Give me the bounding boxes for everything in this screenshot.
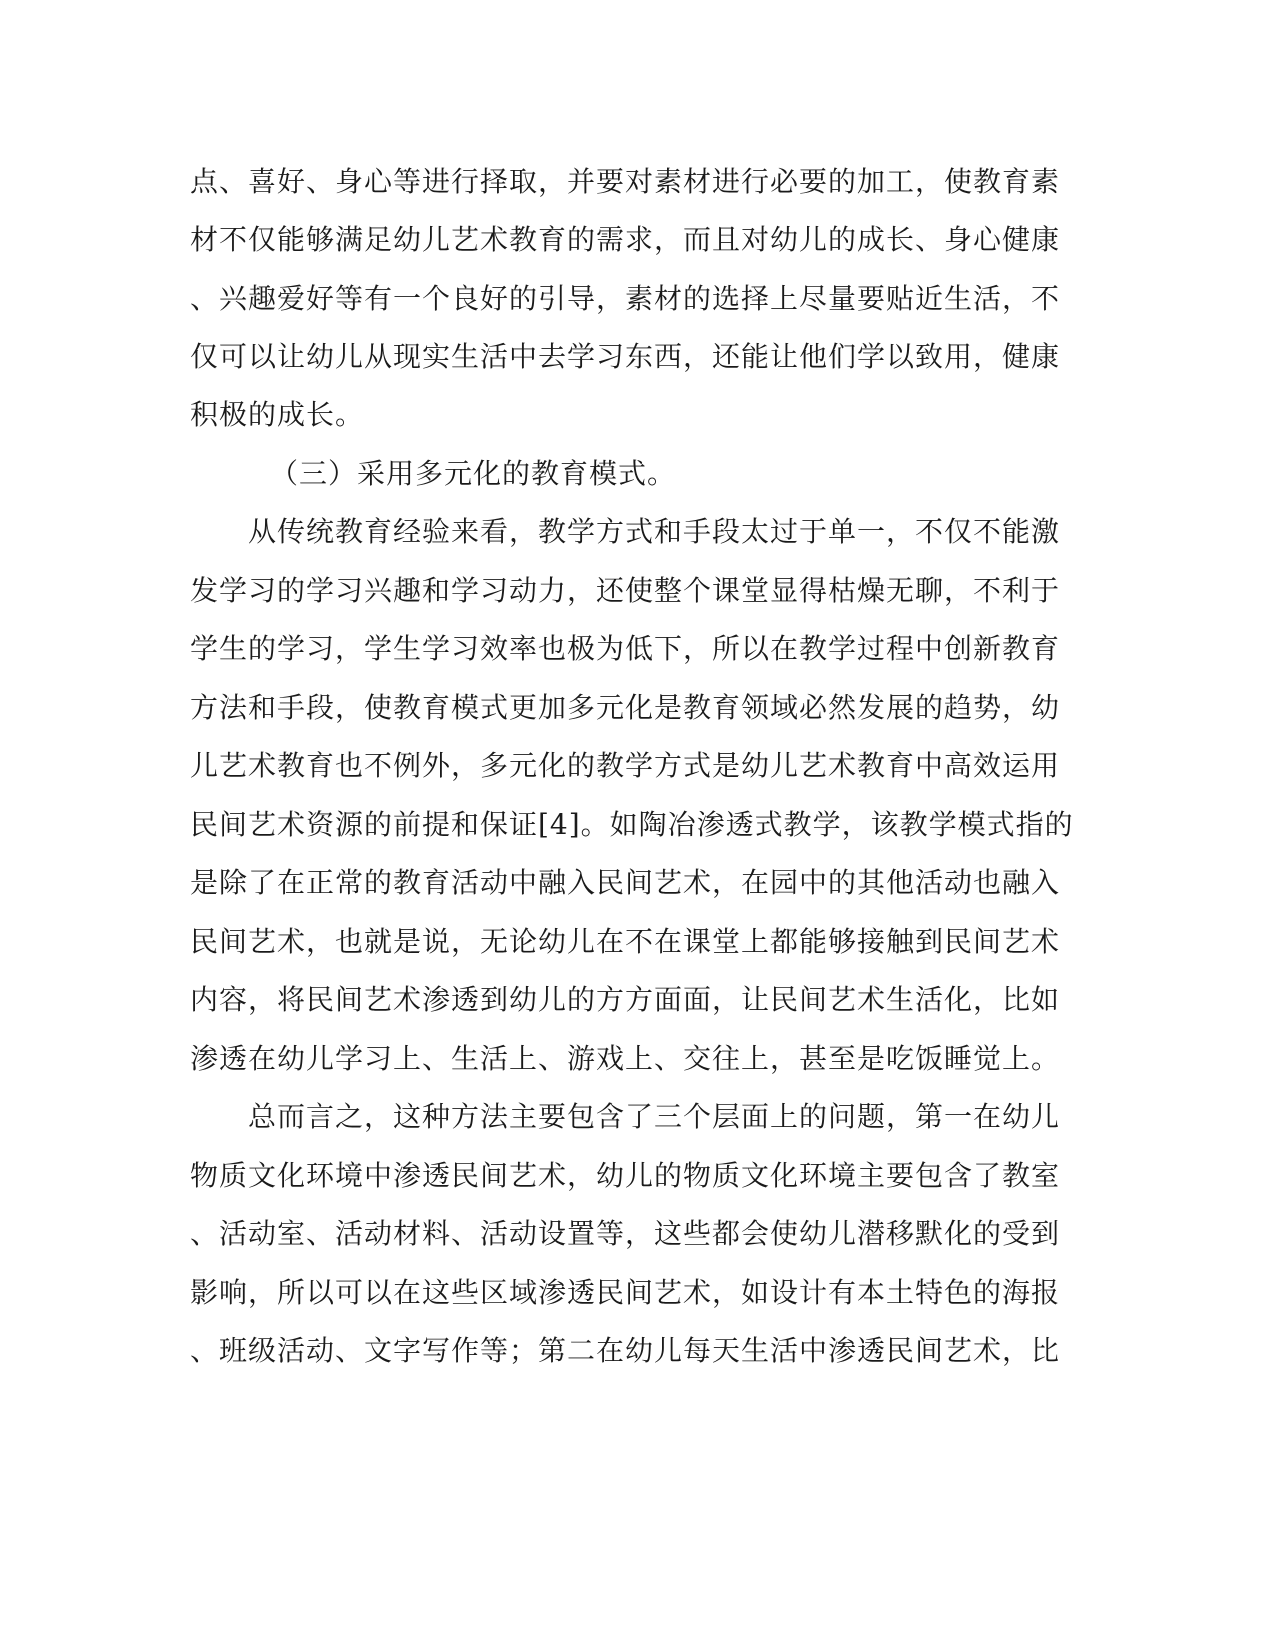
paragraph-line: 方法和手段，使教育模式更加多元化是教育领域必然发展的趋势，幼 xyxy=(190,691,1061,724)
paragraph-line: 儿艺术教育也不例外，多元化的教学方式是幼儿艺术教育中高效运用 xyxy=(190,749,1061,782)
paragraph-line: 点、喜好、身心等进行择取，并要对素材进行必要的加工，使教育素 xyxy=(190,165,1061,198)
section-heading: （三）采用多元化的教育模式。 xyxy=(270,457,677,490)
paragraph-line: 影响，所以可以在这些区域渗透民间艺术，如设计有本土特色的海报 xyxy=(190,1276,1061,1309)
paragraph-line: 民间艺术，也就是说，无论幼儿在不在课堂上都能够接触到民间艺术 xyxy=(190,925,1061,958)
paragraph-line: 从传统教育经验来看，教学方式和手段太过于单一，不仅不能激 xyxy=(190,515,1061,548)
paragraph-line: 仅可以让幼儿从现实生活中去学习东西，还能让他们学以致用，健康 xyxy=(190,340,1061,373)
paragraph-line: 积极的成长。 xyxy=(190,398,365,431)
paragraph-line: 是除了在正常的教育活动中融入民间艺术，在园中的其他活动也融入 xyxy=(190,866,1061,899)
paragraph-line: 学生的学习，学生学习效率也极为低下，所以在教学过程中创新教育 xyxy=(190,632,1061,665)
paragraph-line: 渗透在幼儿学习上、生活上、游戏上、交往上，甚至是吃饭睡觉上。 xyxy=(190,1042,1061,1075)
paragraph-line: 材不仅能够满足幼儿艺术教育的需求，而且对幼儿的成长、身心健康 xyxy=(190,223,1061,256)
paragraph-line: 内容，将民间艺术渗透到幼儿的方方面面，让民间艺术生活化，比如 xyxy=(190,983,1061,1016)
paragraph-line: 、兴趣爱好等有一个良好的引导，素材的选择上尽量要贴近生活，不 xyxy=(190,282,1061,315)
paragraph-line: 、班级活动、文字写作等；第二在幼儿每天生活中渗透民间艺术，比 xyxy=(190,1334,1061,1367)
paragraph-line: 民间艺术资源的前提和保证[4]。如陶冶渗透式教学，该教学模式指的 xyxy=(190,808,1074,841)
paragraph-line: 发学习的学习兴趣和学习动力，还使整个课堂显得枯燥无聊，不利于 xyxy=(190,574,1061,607)
paragraph-line: 物质文化环境中渗透民间艺术，幼儿的物质文化环境主要包含了教室 xyxy=(190,1159,1061,1192)
paragraph-line: 总而言之，这种方法主要包含了三个层面上的问题，第一在幼儿 xyxy=(190,1100,1061,1133)
paragraph-line: 、活动室、活动材料、活动设置等，这些都会使幼儿潜移默化的受到 xyxy=(190,1217,1061,1250)
